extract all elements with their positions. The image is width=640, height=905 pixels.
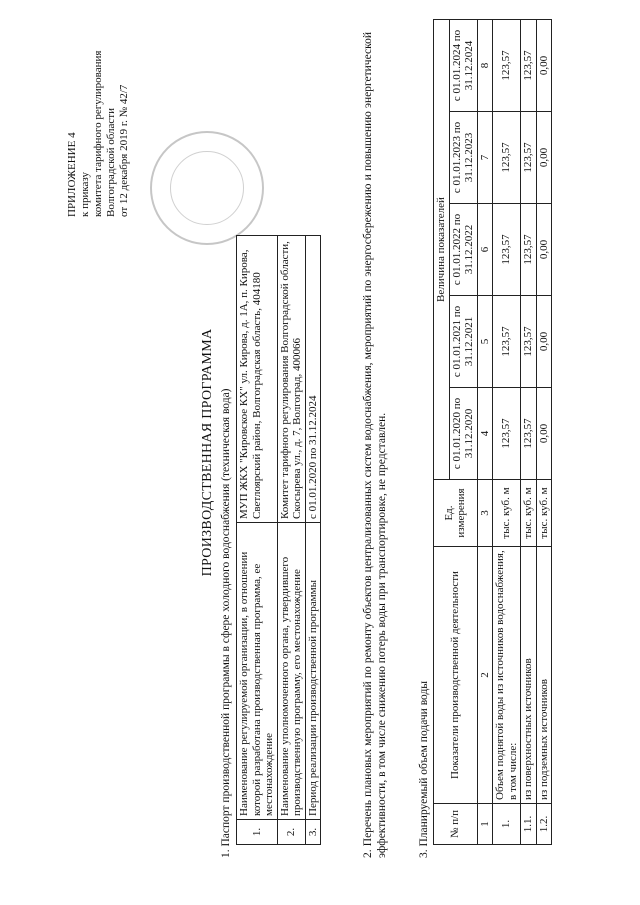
indicator-name: Объем поднятой воды из источников водоснабжения, в том числе: [493, 547, 521, 804]
col-number: 5 [477, 296, 493, 388]
unit-cell: тыс. куб. м [521, 480, 537, 547]
period-header: с 01.01.2024 по 31.12.2024 [449, 20, 477, 112]
row-number: 1. [237, 820, 278, 845]
period-header: с 01.01.2021 по 31.12.2021 [449, 296, 477, 388]
unit-cell: тыс. куб. м [536, 480, 552, 547]
indicator-name: из подземных источников [536, 547, 552, 804]
section-2-text: 2. Перечень плановых мероприятий по ремонту объектов централизованных систем водоснабжения, мероприятий по энергосбережению и повышению энергетической эффективности, в том числе снижению потерь воды при транспортировке, не представлен. [362, 32, 388, 858]
table-header-row [434, 20, 450, 845]
appendix-line-4: от 12 декабря 2019 г. № 42/7 [118, 84, 130, 217]
row-number: 2. [277, 820, 305, 845]
value-cell: 123,57 [521, 204, 537, 296]
water-volume-table [433, 19, 552, 845]
value-cell: 123,57 [493, 296, 521, 388]
header-indicator: Показатели производственной деятельности [434, 547, 478, 804]
passport-label: Период реализации производственной программы [305, 523, 321, 820]
unit-cell: тыс. куб. м [493, 480, 521, 547]
row-number: 1.1. [521, 804, 537, 845]
header-num: № п/п [434, 804, 478, 845]
appendix-line-1: к приказу [79, 171, 91, 217]
value-cell: 123,57 [521, 112, 537, 204]
appendix-line-3: Волгоградской области [105, 108, 117, 217]
value-cell: 123,57 [493, 112, 521, 204]
section-1-heading: 1. Паспорт производственной программы в сфере холодного водоснабжения (техническая вода) [220, 388, 232, 858]
table-row [493, 20, 521, 845]
table-row [536, 20, 552, 845]
value-cell: 0,00 [536, 296, 552, 388]
col-number: 1 [477, 804, 493, 845]
value-cell: 123,57 [521, 296, 537, 388]
passport-value: МУП ЖКХ "Кировское КХ" ул. Кирова, д. 1А, п. Кирова, Светлоярский район, Волгоградская область, 404180 [237, 236, 278, 523]
row-number: 3. [305, 820, 321, 845]
appendix-line-2: комитета тарифного регулирования [92, 50, 104, 217]
passport-value: Комитет тарифного регулирования Волгоградской области, Скосырева ул., д. 7, Волгоград, 400066 [277, 236, 305, 523]
row-number: 1.2. [536, 804, 552, 845]
col-number: 3 [477, 480, 493, 547]
value-cell: 0,00 [536, 388, 552, 480]
section-3-heading: 3. Планируемый объем подачи воды [418, 680, 430, 858]
indicator-name: из поверхностных источников [521, 547, 537, 804]
passport-label: Наименование регулируемой организации, в отношении которой разработана производственная программа, ее местонахождение [237, 523, 278, 820]
appendix-header [66, 7, 131, 287]
table-row [521, 20, 537, 845]
value-cell: 123,57 [493, 204, 521, 296]
header-unit: Ед. измерения [434, 480, 478, 547]
col-number: 8 [477, 20, 493, 112]
value-cell: 0,00 [536, 20, 552, 112]
value-cell: 0,00 [536, 204, 552, 296]
table-row [305, 236, 321, 845]
appendix-title: ПРИЛОЖЕНИЕ 4 [66, 132, 78, 217]
value-cell: 123,57 [493, 20, 521, 112]
passport-value: с 01.01.2020 по 31.12.2024 [305, 236, 321, 523]
document-title: ПРОИЗВОДСТВЕННАЯ ПРОГРАММА [200, 328, 215, 577]
col-number: 6 [477, 204, 493, 296]
table-row [277, 236, 305, 845]
value-cell: 123,57 [493, 388, 521, 480]
period-header: с 01.01.2022 по 31.12.2022 [449, 204, 477, 296]
row-number: 1. [493, 804, 521, 845]
col-number: 2 [477, 547, 493, 804]
col-number: 4 [477, 388, 493, 480]
value-cell: 0,00 [536, 112, 552, 204]
passport-table [236, 235, 321, 845]
header-values: Величина показателей [434, 20, 450, 480]
period-header: с 01.01.2020 по 31.12.2020 [449, 388, 477, 480]
passport-label: Наименование уполномоченного органа, утвердившего производственную программу, его местонахождение [277, 523, 305, 820]
column-number-row [477, 20, 493, 845]
value-cell: 123,57 [521, 20, 537, 112]
period-header: с 01.01.2023 по 31.12.2023 [449, 112, 477, 204]
table-row [237, 236, 278, 845]
col-number: 7 [477, 112, 493, 204]
value-cell: 123,57 [521, 388, 537, 480]
